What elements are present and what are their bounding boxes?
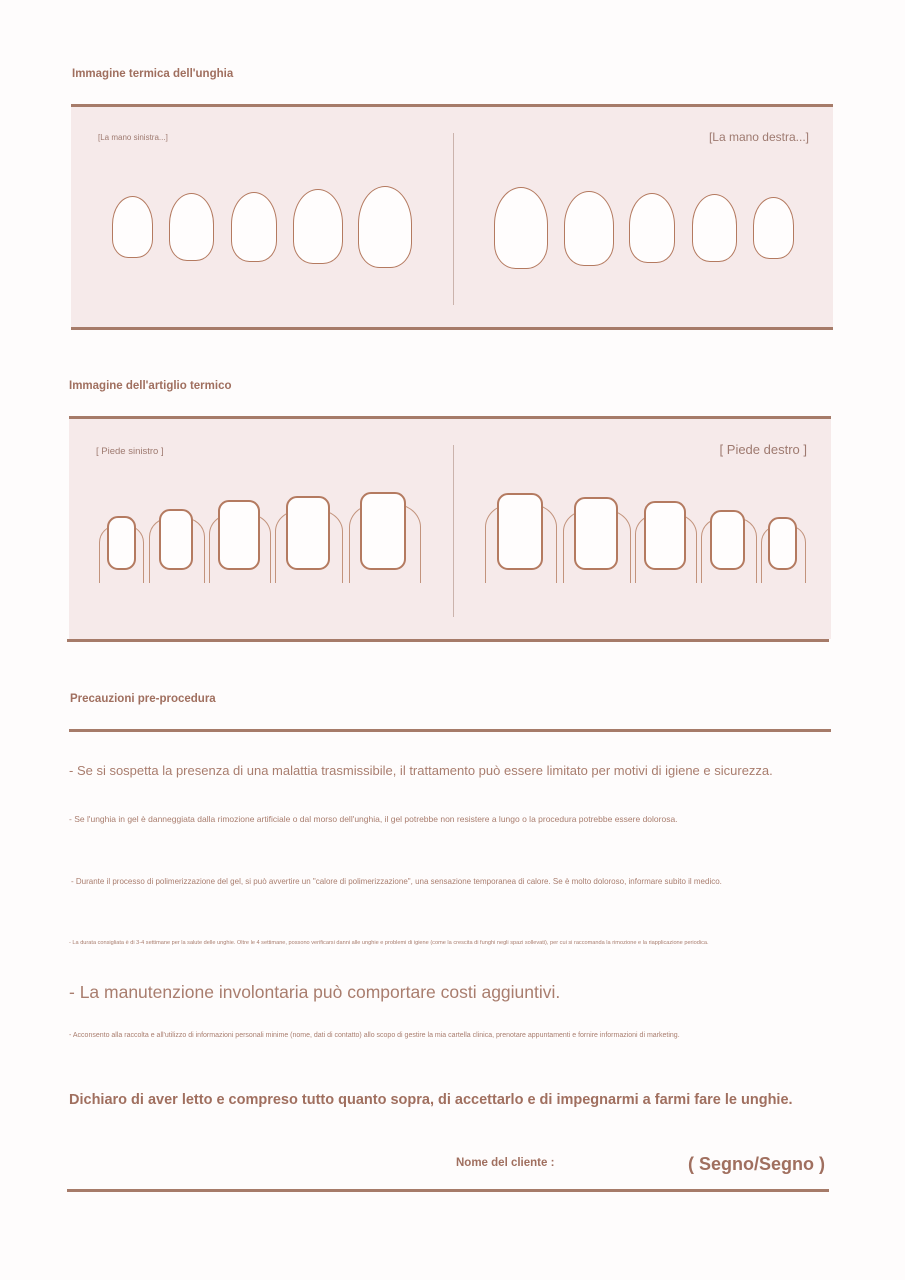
client-name-label: Nome del cliente :: [456, 1157, 555, 1169]
right-hand-label: [La mano destra...]: [708, 130, 809, 144]
precaution-item-1: - Se si sospetta la presenza di una malattia trasmissibile, il trattamento può essere limitato per motivi di igiene e sicurezza.: [69, 763, 773, 778]
precaution-item-3: - Durante il processo di polimerizzazione del gel, si può avvertire un "calore di polimerizzazione", una sensazione temporanea di calore. Se è molto doloroso, informare subito il medico.: [71, 877, 722, 886]
right-hand-nail-4[interactable]: [692, 194, 737, 262]
declaration-text: Dichiaro di aver letto e compreso tutto quanto sopra, di accettarlo e di impegnarmi a farmi fare le unghie.: [69, 1092, 793, 1108]
right-toe-nail-2[interactable]: [574, 497, 618, 570]
right-hand-nail-3[interactable]: [629, 193, 675, 263]
precaution-item-2: - Se l'unghia in gel è danneggiata dalla rimozione artificiale o dal morso dell'unghia, il gel potrebbe non resistere a lungo o la procedura potrebbe essere dolorosa.: [69, 814, 678, 824]
foot-diagram-panel: [69, 419, 831, 639]
precaution-item-4: - La durata consigliata è di 3-4 settimane per la salute delle unghie. Oltre le 4 settimane, possono verificarsi danni alle unghie e problemi di igiene (come la crescita di funghi negli spazi sollevati), per cui si raccomanda la rimozione e la riapplicazione periodica.: [69, 940, 709, 946]
left-toe-nail-2[interactable]: [159, 509, 193, 570]
left-hand-nail-2[interactable]: [169, 193, 214, 261]
foot-section-bottom-rule: [67, 639, 829, 642]
signature-rule: [67, 1189, 829, 1192]
left-hand-nail-3[interactable]: [231, 192, 277, 262]
signature-field[interactable]: ( Segno/Segno ): [688, 1154, 825, 1174]
right-toe-nail-4[interactable]: [710, 510, 745, 570]
precautions-title: Precauzioni pre-procedura: [70, 693, 216, 705]
hand-divider: [453, 133, 454, 305]
left-hand-label: [La mano sinistra...]: [98, 133, 168, 142]
left-hand-nail-1[interactable]: [112, 196, 153, 258]
right-foot-label: [ Piede destro ]: [719, 442, 807, 457]
left-toe-nail-3[interactable]: [218, 500, 260, 570]
left-toe-nail-5[interactable]: [360, 492, 406, 570]
precaution-item-6: - Acconsento alla raccolta e all'utilizzo di informazioni personali minime (nome, dati di contatto) allo scopo di gestire la mia cartella clinica, prenotare appuntamenti e fornire informazioni di marketing.: [69, 1032, 680, 1039]
foot-section-title: Immagine dell'artiglio termico: [69, 380, 232, 392]
right-toe-nail-3[interactable]: [644, 501, 686, 570]
right-hand-nail-2[interactable]: [564, 191, 614, 266]
right-hand-nail-5[interactable]: [753, 197, 794, 259]
hand-section-bottom-rule: [71, 327, 833, 330]
left-toe-nail-4[interactable]: [286, 496, 330, 570]
hand-diagram-panel: [71, 107, 833, 328]
foot-divider: [453, 445, 454, 617]
precaution-item-5: - La manutenzione involontaria può comportare costi aggiuntivi.: [69, 982, 561, 1002]
right-toe-nail-1[interactable]: [497, 493, 543, 570]
precautions-rule: [69, 729, 831, 732]
left-hand-nail-5[interactable]: [358, 186, 412, 268]
left-hand-nail-4[interactable]: [293, 189, 343, 264]
right-toe-nail-5[interactable]: [768, 517, 797, 570]
left-foot-label: [ Piede sinistro ]: [96, 446, 164, 457]
right-hand-nail-1[interactable]: [494, 187, 548, 269]
left-toe-nail-1[interactable]: [107, 516, 136, 570]
hand-section-title: Immagine termica dell'unghia: [72, 68, 234, 80]
